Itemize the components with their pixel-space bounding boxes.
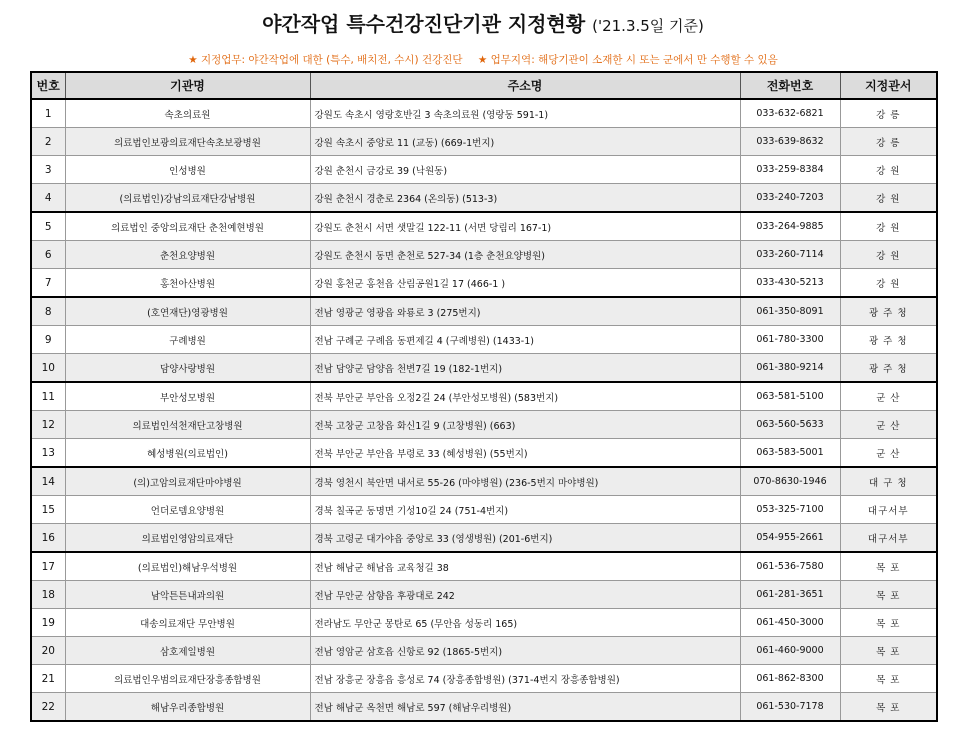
cell-no: 7 (31, 269, 65, 298)
cell-no: 17 (31, 552, 65, 581)
cell-org: 부안성모병원 (65, 382, 310, 411)
cell-no: 14 (31, 467, 65, 496)
table-row (31, 354, 937, 383)
cell-no: 5 (31, 212, 65, 241)
cell-tel: 054-955-2661 (740, 524, 840, 553)
cell-office: 목 포 (840, 693, 937, 722)
cell-addr: 강원 속초시 중앙로 11 (교동) (669-1번지) (310, 128, 740, 156)
cell-no: 22 (31, 693, 65, 722)
table-row (31, 637, 937, 665)
cell-org: 의료법인영암의료재단 (65, 524, 310, 553)
cell-addr: 전남 영광군 영광읍 와룡로 3 (275번지) (310, 297, 740, 326)
cell-tel: 063-581-5100 (740, 382, 840, 411)
cell-office: 목 포 (840, 609, 937, 637)
table-row (31, 524, 937, 553)
cell-office: 목 포 (840, 581, 937, 609)
table-row (31, 467, 937, 496)
page-title (0, 8, 966, 37)
cell-org: 남악튼튼내과의원 (65, 581, 310, 609)
cell-tel: 061-536-7580 (740, 552, 840, 581)
cell-office: 광 주 청 (840, 354, 937, 383)
cell-org: 의료법인석천재단고창병원 (65, 411, 310, 439)
cell-office: 강 원 (840, 156, 937, 184)
cell-no: 1 (31, 99, 65, 128)
cell-addr: 강원도 춘천시 동면 춘천로 527-34 (1층 춘천요양병원) (310, 241, 740, 269)
cell-addr: 전남 담양군 담양읍 천변7길 19 (182-1번지) (310, 354, 740, 383)
header-addr: 주소명 (310, 72, 740, 99)
table-row (31, 99, 937, 128)
cell-no: 2 (31, 128, 65, 156)
cell-tel: 033-259-8384 (740, 156, 840, 184)
table-row (31, 693, 937, 722)
cell-office: 목 포 (840, 665, 937, 693)
cell-tel: 061-780-3300 (740, 326, 840, 354)
table-row (31, 411, 937, 439)
cell-tel: 033-632-6821 (740, 99, 840, 128)
cell-addr: 경북 영천시 북안면 내서로 55-26 (마야병원) (236-5번지 마야병원) (310, 467, 740, 496)
title-date: ('21.3.5일 기준) (592, 17, 704, 35)
cell-tel: 063-583-5001 (740, 439, 840, 468)
table-row (31, 241, 937, 269)
cell-addr: 강원 홍천군 홍천읍 산림공원1길 17 (466-1 ) (310, 269, 740, 298)
cell-tel: 033-264-9885 (740, 212, 840, 241)
table-header-row (31, 72, 937, 99)
cell-office: 강 릉 (840, 99, 937, 128)
cell-tel: 070-8630-1946 (740, 467, 840, 496)
cell-org: 인성병원 (65, 156, 310, 184)
cell-no: 11 (31, 382, 65, 411)
cell-tel: 061-862-8300 (740, 665, 840, 693)
cell-office: 목 포 (840, 637, 937, 665)
cell-no: 8 (31, 297, 65, 326)
cell-no: 20 (31, 637, 65, 665)
cell-addr: 강원 춘천시 금강로 39 (낙원동) (310, 156, 740, 184)
cell-org: 언더로뎀요양병원 (65, 496, 310, 524)
notice-region: ★ 업무지역: 해당기관이 소재한 시 또는 군에서 만 수행할 수 있음 (477, 54, 778, 66)
cell-office: 광 주 청 (840, 297, 937, 326)
table-row (31, 609, 937, 637)
cell-tel: 061-450-3000 (740, 609, 840, 637)
table-row (31, 269, 937, 298)
cell-tel: 061-350-8091 (740, 297, 840, 326)
table-row (31, 156, 937, 184)
cell-no: 3 (31, 156, 65, 184)
cell-tel: 033-639-8632 (740, 128, 840, 156)
cell-office: 강 원 (840, 184, 937, 213)
cell-org: (의)고암의료재단마야병원 (65, 467, 310, 496)
cell-org: (의료법인)해남우석병원 (65, 552, 310, 581)
cell-addr: 전남 해남군 옥천면 해남로 597 (해남우리병원) (310, 693, 740, 722)
cell-tel: 053-325-7100 (740, 496, 840, 524)
notice-scope: ★ 지정업무: 야간작업에 대한 (특수, 배치전, 수시) 건강진단 (188, 54, 463, 66)
cell-org: 혜성병원(의료법인) (65, 439, 310, 468)
table-row (31, 212, 937, 241)
header-tel: 전화번호 (740, 72, 840, 99)
cell-tel: 033-240-7203 (740, 184, 840, 213)
cell-org: 담양사랑병원 (65, 354, 310, 383)
cell-no: 19 (31, 609, 65, 637)
cell-org: 홍천아산병원 (65, 269, 310, 298)
table-row (31, 128, 937, 156)
cell-office: 강 원 (840, 212, 937, 241)
cell-no: 12 (31, 411, 65, 439)
table-row (31, 382, 937, 411)
cell-no: 4 (31, 184, 65, 213)
cell-office: 대구서부 (840, 524, 937, 553)
table-row (31, 496, 937, 524)
cell-org: 춘천요양병원 (65, 241, 310, 269)
table-row (31, 439, 937, 468)
cell-addr: 전북 부안군 부안읍 부령로 33 (혜성병원) (55번지) (310, 439, 740, 468)
cell-tel: 061-380-9214 (740, 354, 840, 383)
table-row (31, 552, 937, 581)
cell-addr: 강원 춘천시 경춘로 2364 (온의동) (513-3) (310, 184, 740, 213)
table-row (31, 581, 937, 609)
table-row (31, 665, 937, 693)
cell-org: (의료법인)강남의료재단강남병원 (65, 184, 310, 213)
header-no: 번호 (31, 72, 65, 99)
cell-no: 15 (31, 496, 65, 524)
cell-office: 광 주 청 (840, 326, 937, 354)
table-body (31, 99, 937, 721)
cell-org: 해남우리종합병원 (65, 693, 310, 722)
cell-org: 속초의료원 (65, 99, 310, 128)
cell-addr: 전남 해남군 해남읍 교육청길 38 (310, 552, 740, 581)
table-row (31, 326, 937, 354)
cell-org: 의료법인보광의료재단속초보광병원 (65, 128, 310, 156)
cell-office: 강 원 (840, 241, 937, 269)
cell-tel: 061-530-7178 (740, 693, 840, 722)
cell-no: 16 (31, 524, 65, 553)
cell-addr: 강원도 춘천시 서면 샛말길 122-11 (서면 당림리 167-1) (310, 212, 740, 241)
cell-addr: 강원도 속초시 영랑호반길 3 속초의료원 (영랑동 591-1) (310, 99, 740, 128)
cell-addr: 전남 영암군 삼호읍 신항로 92 (1865-5번지) (310, 637, 740, 665)
cell-tel: 063-560-5633 (740, 411, 840, 439)
table-row (31, 184, 937, 213)
cell-org: 의료법인 중앙의료재단 춘천예현병원 (65, 212, 310, 241)
table-row (31, 297, 937, 326)
cell-tel: 061-281-3651 (740, 581, 840, 609)
cell-no: 6 (31, 241, 65, 269)
cell-tel: 033-260-7114 (740, 241, 840, 269)
title-main: 야간작업 특수건강진단기관 지정현황 (262, 12, 586, 36)
cell-office: 대구서부 (840, 496, 937, 524)
cell-addr: 전북 고창군 고창읍 화신1길 9 (고창병원) (663) (310, 411, 740, 439)
cell-addr: 경북 고령군 대가야읍 중앙로 33 (영생병원) (201-6번지) (310, 524, 740, 553)
cell-no: 10 (31, 354, 65, 383)
cell-office: 강 원 (840, 269, 937, 298)
notice-line (0, 52, 966, 67)
cell-addr: 전남 무안군 삼향읍 후광대로 242 (310, 581, 740, 609)
header-org: 기관명 (65, 72, 310, 99)
cell-office: 군 산 (840, 382, 937, 411)
cell-office: 강 릉 (840, 128, 937, 156)
cell-addr: 경북 칠곡군 동명면 기성10길 24 (751-4번지) (310, 496, 740, 524)
institution-table (30, 71, 938, 722)
cell-addr: 전북 부안군 부안읍 오정2길 24 (부안성모병원) (583번지) (310, 382, 740, 411)
cell-addr: 전남 구례군 구례읍 동편제길 4 (구례병원) (1433-1) (310, 326, 740, 354)
cell-addr: 전남 장흥군 장흥읍 흥성로 74 (장흥종합병원) (371-4번지 장흥종합병원) (310, 665, 740, 693)
cell-tel: 061-460-9000 (740, 637, 840, 665)
cell-addr: 전라남도 무안군 몽탄로 65 (무안읍 성동리 165) (310, 609, 740, 637)
cell-no: 13 (31, 439, 65, 468)
cell-org: 구례병원 (65, 326, 310, 354)
cell-office: 대 구 청 (840, 467, 937, 496)
cell-no: 21 (31, 665, 65, 693)
cell-office: 목 포 (840, 552, 937, 581)
cell-org: 의료법인우범의료재단장흥종합병원 (65, 665, 310, 693)
cell-tel: 033-430-5213 (740, 269, 840, 298)
cell-org: 삼호제일병원 (65, 637, 310, 665)
cell-org: 대송의료재단 무안병원 (65, 609, 310, 637)
cell-org: (호연재단)영광병원 (65, 297, 310, 326)
cell-no: 9 (31, 326, 65, 354)
cell-office: 군 산 (840, 439, 937, 468)
cell-office: 군 산 (840, 411, 937, 439)
cell-no: 18 (31, 581, 65, 609)
header-office: 지정관서 (840, 72, 937, 99)
